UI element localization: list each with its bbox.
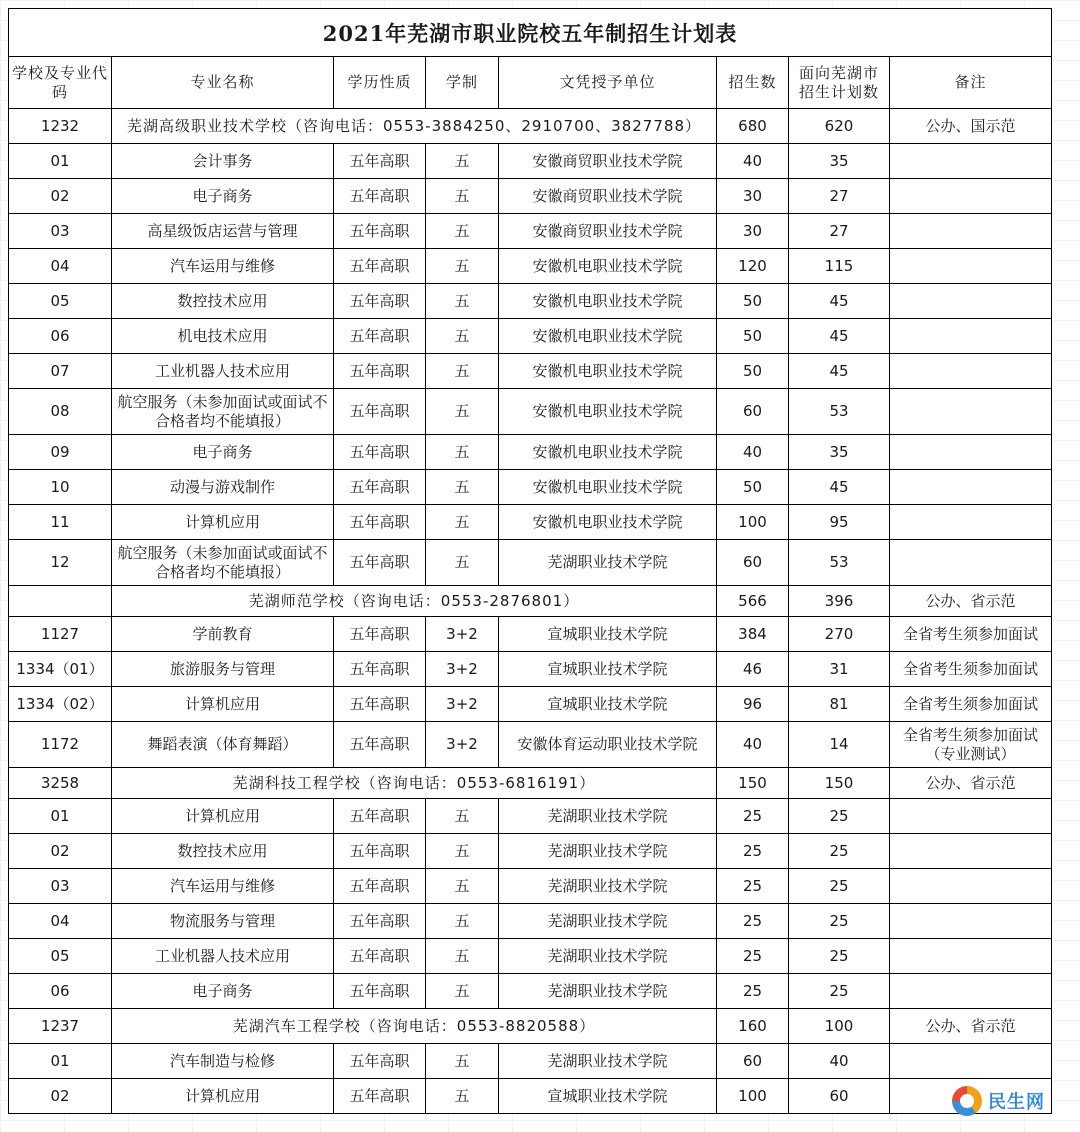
note: [890, 834, 1052, 869]
edu-type: 五年高职: [334, 144, 426, 179]
diploma-issuer: 宣城职业技术学院: [499, 1079, 717, 1114]
edu-type: 五年高职: [334, 617, 426, 652]
major-code: 05: [9, 939, 112, 974]
duration: 五: [426, 470, 499, 505]
major-code: 1127: [9, 617, 112, 652]
diploma-issuer: 安徽机电职业技术学院: [499, 389, 717, 435]
major-code: 11: [9, 505, 112, 540]
duration: 五: [426, 389, 499, 435]
duration: 五: [426, 799, 499, 834]
major-code: 06: [9, 974, 112, 1009]
edu-type: 五年高职: [334, 249, 426, 284]
note: [890, 389, 1052, 435]
duration: 五: [426, 869, 499, 904]
major-code: 06: [9, 319, 112, 354]
wuhu-plan-count: 27: [789, 179, 890, 214]
duration: 五: [426, 144, 499, 179]
edu-type: 五年高职: [334, 284, 426, 319]
edu-type: 五年高职: [334, 354, 426, 389]
major-row: [9, 144, 1052, 179]
school-code: 1237: [9, 1009, 112, 1044]
major-code: 02: [9, 1079, 112, 1114]
enroll-count: 96: [717, 687, 789, 722]
diploma-issuer: 芜湖职业技术学院: [499, 869, 717, 904]
school-note: 公办、省示范: [890, 1009, 1052, 1044]
duration: 五: [426, 1044, 499, 1079]
major-code: 02: [9, 834, 112, 869]
note: [890, 540, 1052, 586]
wuhu-plan-count: 31: [789, 652, 890, 687]
enroll-count: 25: [717, 799, 789, 834]
school-note: 公办、省示范: [890, 768, 1052, 799]
school-row: [9, 109, 1052, 144]
enroll-count: 30: [717, 214, 789, 249]
major-code: 08: [9, 389, 112, 435]
school-wuhu-plan: 150: [789, 768, 890, 799]
wuhu-plan-count: 25: [789, 869, 890, 904]
note: [890, 1044, 1052, 1079]
diploma-issuer: 安徽机电职业技术学院: [499, 249, 717, 284]
major-code: 1334（02）: [9, 687, 112, 722]
diploma-issuer: 芜湖职业技术学院: [499, 904, 717, 939]
edu-type: 五年高职: [334, 435, 426, 470]
note: [890, 904, 1052, 939]
major-name: 航空服务（未参加面试或面试不合格者均不能填报）: [112, 540, 334, 586]
major-code: 01: [9, 799, 112, 834]
major-code: 02: [9, 179, 112, 214]
major-name: 电子商务: [112, 974, 334, 1009]
major-name: 数控技术应用: [112, 284, 334, 319]
school-code: 3258: [9, 768, 112, 799]
major-name: 计算机应用: [112, 799, 334, 834]
duration: 五: [426, 214, 499, 249]
major-row: [9, 179, 1052, 214]
edu-type: 五年高职: [334, 869, 426, 904]
major-code: 1334（01）: [9, 652, 112, 687]
major-name: 学前教育: [112, 617, 334, 652]
diploma-issuer: 宣城职业技术学院: [499, 652, 717, 687]
edu-type: 五年高职: [334, 540, 426, 586]
diploma-issuer: 芜湖职业技术学院: [499, 799, 717, 834]
diploma-issuer: 芜湖职业技术学院: [499, 939, 717, 974]
enroll-count: 46: [717, 652, 789, 687]
major-code: 12: [9, 540, 112, 586]
edu-type: 五年高职: [334, 722, 426, 768]
major-name: 计算机应用: [112, 505, 334, 540]
enroll-count: 60: [717, 540, 789, 586]
duration: 五: [426, 435, 499, 470]
wuhu-plan-count: 270: [789, 617, 890, 652]
major-name: 工业机器人技术应用: [112, 354, 334, 389]
enroll-count: 50: [717, 470, 789, 505]
enroll-count: 30: [717, 179, 789, 214]
major-row: [9, 869, 1052, 904]
enroll-count: 25: [717, 904, 789, 939]
major-code: 09: [9, 435, 112, 470]
major-name: 计算机应用: [112, 687, 334, 722]
edu-type: 五年高职: [334, 179, 426, 214]
wuhu-plan-count: 35: [789, 435, 890, 470]
wuhu-plan-count: 25: [789, 834, 890, 869]
note: 全省考生须参加面试: [890, 687, 1052, 722]
diploma-issuer: 安徽机电职业技术学院: [499, 354, 717, 389]
enroll-count: 384: [717, 617, 789, 652]
diploma-issuer: 安徽商贸职业技术学院: [499, 214, 717, 249]
duration: 五: [426, 179, 499, 214]
duration: 五: [426, 1079, 499, 1114]
major-row: [9, 470, 1052, 505]
note: 全省考生须参加面试（专业测试）: [890, 722, 1052, 768]
note: [890, 939, 1052, 974]
diploma-issuer: 宣城职业技术学院: [499, 617, 717, 652]
school-name: 芜湖高级职业技术学校（咨询电话：0553-3884250、2910700、3827788）: [112, 109, 717, 144]
header-edu-type: 学历性质: [334, 57, 426, 109]
major-row: [9, 834, 1052, 869]
note: [890, 799, 1052, 834]
wuhu-plan-count: 40: [789, 1044, 890, 1079]
note: [890, 470, 1052, 505]
major-name: 工业机器人技术应用: [112, 939, 334, 974]
duration: 五: [426, 505, 499, 540]
duration: 3+2: [426, 652, 499, 687]
header-duration: 学制: [426, 57, 499, 109]
major-name: 汽车运用与维修: [112, 249, 334, 284]
major-name: 电子商务: [112, 179, 334, 214]
school-name: 芜湖师范学校（咨询电话：0553-2876801）: [112, 586, 717, 617]
enroll-count: 60: [717, 389, 789, 435]
enroll-count: 100: [717, 505, 789, 540]
note: [890, 974, 1052, 1009]
enroll-count: 120: [717, 249, 789, 284]
enrollment-plan-table: [8, 56, 1052, 1114]
school-enroll: 680: [717, 109, 789, 144]
wuhu-plan-count: 45: [789, 470, 890, 505]
school-row: [9, 768, 1052, 799]
edu-type: 五年高职: [334, 1044, 426, 1079]
school-wuhu-plan: 620: [789, 109, 890, 144]
major-name: 计算机应用: [112, 1079, 334, 1114]
note: [890, 284, 1052, 319]
major-row: [9, 319, 1052, 354]
school-row: [9, 586, 1052, 617]
wuhu-plan-count: 25: [789, 904, 890, 939]
note: [890, 144, 1052, 179]
header-wuhu-plan: 面向芜湖市招生计划数: [789, 57, 890, 109]
major-row: [9, 617, 1052, 652]
major-code: 07: [9, 354, 112, 389]
major-code: 04: [9, 904, 112, 939]
major-code: 01: [9, 144, 112, 179]
enroll-count: 40: [717, 722, 789, 768]
major-row: [9, 974, 1052, 1009]
edu-type: 五年高职: [334, 904, 426, 939]
wuhu-plan-count: 53: [789, 540, 890, 586]
major-code: 10: [9, 470, 112, 505]
school-enroll: 160: [717, 1009, 789, 1044]
edu-type: 五年高职: [334, 389, 426, 435]
diploma-issuer: 芜湖职业技术学院: [499, 1044, 717, 1079]
enroll-count: 50: [717, 319, 789, 354]
major-code: 03: [9, 214, 112, 249]
major-row: [9, 722, 1052, 768]
major-row: [9, 505, 1052, 540]
major-row: [9, 249, 1052, 284]
duration: 3+2: [426, 722, 499, 768]
note: [890, 354, 1052, 389]
edu-type: 五年高职: [334, 687, 426, 722]
diploma-issuer: 芜湖职业技术学院: [499, 834, 717, 869]
edu-type: 五年高职: [334, 505, 426, 540]
major-name: 舞蹈表演（体育舞蹈）: [112, 722, 334, 768]
edu-type: 五年高职: [334, 834, 426, 869]
major-row: [9, 652, 1052, 687]
major-row: [9, 435, 1052, 470]
note: 全省考生须参加面试: [890, 652, 1052, 687]
major-name: 会计事务: [112, 144, 334, 179]
note: [890, 435, 1052, 470]
duration: 五: [426, 939, 499, 974]
major-name: 航空服务（未参加面试或面试不合格者均不能填报）: [112, 389, 334, 435]
enroll-count: 25: [717, 974, 789, 1009]
note: [890, 319, 1052, 354]
major-code: 04: [9, 249, 112, 284]
duration: 3+2: [426, 617, 499, 652]
enroll-count: 50: [717, 284, 789, 319]
note: [890, 869, 1052, 904]
wuhu-plan-count: 25: [789, 939, 890, 974]
school-row: [9, 1009, 1052, 1044]
major-row: [9, 687, 1052, 722]
school-name: 芜湖科技工程学校（咨询电话：0553-6816191）: [112, 768, 717, 799]
wuhu-plan-count: 53: [789, 389, 890, 435]
watermark-text: 民生网: [988, 1092, 1045, 1113]
major-name: 高星级饭店运营与管理: [112, 214, 334, 249]
note: 全省考生须参加面试: [890, 617, 1052, 652]
edu-type: 五年高职: [334, 319, 426, 354]
major-name: 物流服务与管理: [112, 904, 334, 939]
enroll-count: 40: [717, 144, 789, 179]
school-note: 公办、省示范: [890, 586, 1052, 617]
diploma-issuer: 安徽机电职业技术学院: [499, 435, 717, 470]
major-name: 旅游服务与管理: [112, 652, 334, 687]
note: [890, 214, 1052, 249]
header-note: 备注: [890, 57, 1052, 109]
major-row: [9, 1079, 1052, 1114]
major-name: 汽车制造与检修: [112, 1044, 334, 1079]
wuhu-plan-count: 14: [789, 722, 890, 768]
school-wuhu-plan: 100: [789, 1009, 890, 1044]
wuhu-plan-count: 45: [789, 284, 890, 319]
duration: 3+2: [426, 687, 499, 722]
diploma-issuer: 安徽机电职业技术学院: [499, 505, 717, 540]
diploma-issuer: 安徽商贸职业技术学院: [499, 144, 717, 179]
edu-type: 五年高职: [334, 1079, 426, 1114]
diploma-issuer: 安徽机电职业技术学院: [499, 284, 717, 319]
diploma-issuer: 芜湖职业技术学院: [499, 974, 717, 1009]
enroll-count: 50: [717, 354, 789, 389]
duration: 五: [426, 249, 499, 284]
duration: 五: [426, 319, 499, 354]
diploma-issuer: 安徽商贸职业技术学院: [499, 179, 717, 214]
major-code: 05: [9, 284, 112, 319]
major-row: [9, 799, 1052, 834]
enroll-count: 100: [717, 1079, 789, 1114]
school-code: 1232: [9, 109, 112, 144]
edu-type: 五年高职: [334, 939, 426, 974]
header-code: 学校及专业代码: [9, 57, 112, 109]
table-body: [9, 109, 1052, 1114]
school-enroll: 566: [717, 586, 789, 617]
wuhu-plan-count: 60: [789, 1079, 890, 1114]
edu-type: 五年高职: [334, 652, 426, 687]
duration: 五: [426, 540, 499, 586]
enroll-count: 25: [717, 939, 789, 974]
wuhu-plan-count: 27: [789, 214, 890, 249]
major-name: 机电技术应用: [112, 319, 334, 354]
edu-type: 五年高职: [334, 214, 426, 249]
school-code: [9, 586, 112, 617]
major-name: 动漫与游戏制作: [112, 470, 334, 505]
header-row: [9, 57, 1052, 109]
major-name: 汽车运用与维修: [112, 869, 334, 904]
duration: 五: [426, 284, 499, 319]
school-name: 芜湖汽车工程学校（咨询电话：0553-8820588）: [112, 1009, 717, 1044]
major-row: [9, 389, 1052, 435]
header-enroll: 招生数: [717, 57, 789, 109]
major-code: 01: [9, 1044, 112, 1079]
major-name: 电子商务: [112, 435, 334, 470]
major-row: [9, 214, 1052, 249]
diploma-issuer: 安徽机电职业技术学院: [499, 470, 717, 505]
major-code: 1172: [9, 722, 112, 768]
enroll-count: 40: [717, 435, 789, 470]
major-row: [9, 1044, 1052, 1079]
wuhu-plan-count: 115: [789, 249, 890, 284]
wuhu-plan-count: 81: [789, 687, 890, 722]
wuhu-plan-count: 25: [789, 974, 890, 1009]
major-row: [9, 540, 1052, 586]
enroll-count: 60: [717, 1044, 789, 1079]
note: [890, 505, 1052, 540]
major-row: [9, 354, 1052, 389]
minsheng-logo-icon: [952, 1086, 982, 1116]
table-title: 2021年芜湖市职业院校五年制招生计划表: [8, 8, 1052, 56]
major-row: [9, 904, 1052, 939]
school-wuhu-plan: 396: [789, 586, 890, 617]
header-diploma: 文凭授予单位: [499, 57, 717, 109]
diploma-issuer: 芜湖职业技术学院: [499, 540, 717, 586]
school-enroll: 150: [717, 768, 789, 799]
edu-type: 五年高职: [334, 799, 426, 834]
edu-type: 五年高职: [334, 974, 426, 1009]
duration: 五: [426, 974, 499, 1009]
edu-type: 五年高职: [334, 470, 426, 505]
enroll-count: 25: [717, 869, 789, 904]
note: [890, 179, 1052, 214]
duration: 五: [426, 834, 499, 869]
major-name: 数控技术应用: [112, 834, 334, 869]
major-code: 03: [9, 869, 112, 904]
wuhu-plan-count: 45: [789, 319, 890, 354]
school-note: 公办、国示范: [890, 109, 1052, 144]
note: [890, 249, 1052, 284]
enroll-count: 25: [717, 834, 789, 869]
watermark-logo: [952, 1082, 1072, 1120]
diploma-issuer: 安徽体育运动职业技术学院: [499, 722, 717, 768]
duration: 五: [426, 904, 499, 939]
wuhu-plan-count: 35: [789, 144, 890, 179]
diploma-issuer: 安徽机电职业技术学院: [499, 319, 717, 354]
diploma-issuer: 宣城职业技术学院: [499, 687, 717, 722]
major-row: [9, 939, 1052, 974]
duration: 五: [426, 354, 499, 389]
wuhu-plan-count: 45: [789, 354, 890, 389]
major-row: [9, 284, 1052, 319]
wuhu-plan-count: 95: [789, 505, 890, 540]
wuhu-plan-count: 25: [789, 799, 890, 834]
header-major: 专业名称: [112, 57, 334, 109]
